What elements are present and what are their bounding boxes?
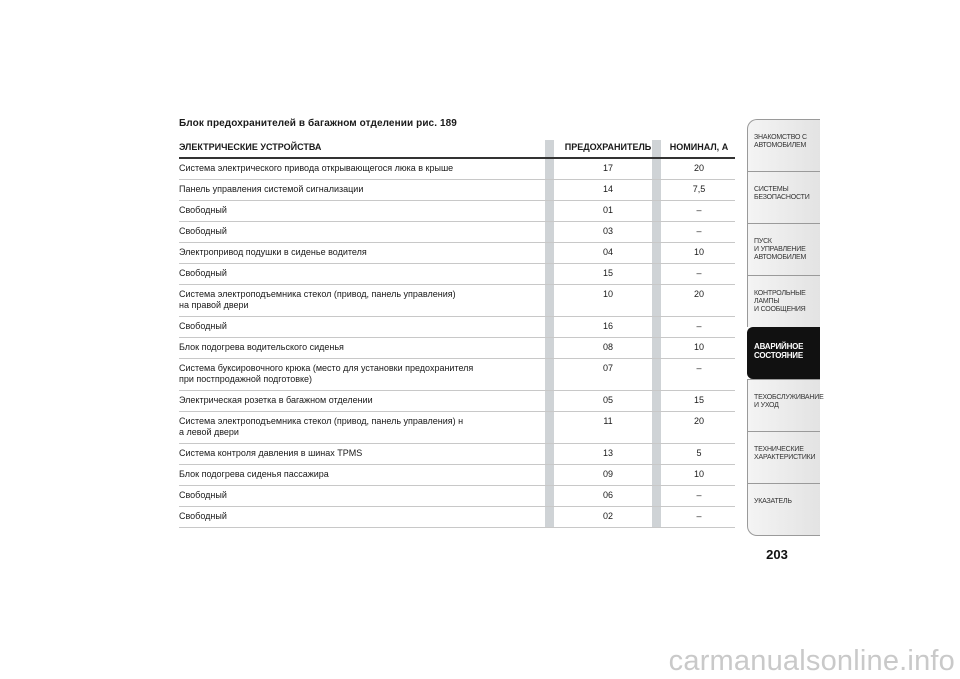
table-row — [179, 222, 735, 243]
rating-cell: 5 — [696, 448, 702, 458]
fuse-cell: 07 — [602, 363, 613, 373]
rating-cell: 10 — [693, 247, 704, 257]
fuse-cell: 10 — [602, 289, 613, 299]
fuse-cell: 13 — [602, 448, 613, 458]
page-number: 203 — [766, 547, 788, 562]
table-header — [179, 140, 735, 159]
fuse-cell: 05 — [602, 395, 613, 405]
tab-safety-systems[interactable]: СИСТЕМЫ БЕЗОПАСНОСТИ — [747, 171, 820, 223]
table-row — [179, 159, 735, 180]
header-devices: ЭЛЕКТРИЧЕСКИЕ УСТРОЙСТВА — [179, 142, 322, 152]
rating-cell: – — [696, 268, 702, 278]
rating-cell: – — [696, 205, 702, 215]
table-row — [179, 243, 735, 264]
table-row — [179, 444, 735, 465]
section-tabs — [747, 119, 824, 536]
table-row — [179, 486, 735, 507]
table-row — [179, 359, 735, 391]
rating-cell: – — [696, 490, 702, 500]
rating-cell: 20 — [693, 163, 704, 173]
table-row — [179, 285, 735, 317]
device-cell: Свободный — [179, 226, 227, 236]
fuse-cell: 03 — [602, 226, 613, 236]
rating-cell: 7,5 — [692, 184, 706, 194]
header-fuse: ПРЕДОХРАНИТЕЛЬ — [564, 142, 652, 152]
table-row — [179, 391, 735, 412]
rating-cell: 15 — [693, 395, 704, 405]
device-cell: Свободный — [179, 268, 227, 278]
rating-cell: 20 — [693, 289, 704, 299]
fuse-cell: 06 — [602, 490, 613, 500]
rating-cell: 10 — [693, 469, 704, 479]
table-row — [179, 317, 735, 338]
fuse-cell: 04 — [602, 247, 613, 257]
fuse-cell: 01 — [602, 205, 613, 215]
tab-index[interactable]: УКАЗАТЕЛЬ — [747, 483, 820, 536]
tab-warning-lights[interactable]: КОНТРОЛЬНЫЕ ЛАМПЫ И СООБЩЕНИЯ — [747, 275, 820, 327]
tab-starting-and-driving[interactable]: ПУСК И УПРАВЛЕНИЕ АВТОМОБИЛЕМ — [747, 223, 820, 275]
fuse-cell: 14 — [602, 184, 613, 194]
device-cell: Электропривод подушки в сиденье водителя — [179, 247, 367, 257]
watermark: carmanualsonline.info — [668, 645, 955, 677]
device-cell: Свободный — [179, 205, 227, 215]
device-cell: Свободный — [179, 511, 227, 521]
fuse-cell: 16 — [602, 321, 613, 331]
fuse-cell: 02 — [602, 511, 613, 521]
rating-cell: – — [696, 363, 702, 373]
device-cell: Блок подогрева сиденья пассажира — [179, 469, 329, 479]
device-cell: Свободный — [179, 321, 227, 331]
device-cell: Система электрического привода открывающегося люка в крыше — [179, 163, 454, 173]
device-cell: Система электроподъемника стекол (привод, панель управления) н а левой двери — [179, 416, 464, 437]
rating-cell: – — [696, 226, 702, 236]
tab-emergency[interactable]: АВАРИЙНОЕ СОСТОЯНИЕ — [747, 327, 820, 379]
fuse-cell: 11 — [603, 416, 613, 426]
table-caption: Блок предохранителей в багажном отделении рис. 189 — [179, 118, 457, 129]
fuse-cell: 09 — [602, 469, 613, 479]
table-row — [179, 180, 735, 201]
device-cell: Система контроля давления в шинах TPMS — [179, 448, 363, 458]
device-cell: Система буксировочного крюка (место для установки предохранителя при постпродажной подготовке) — [179, 363, 474, 384]
table-row — [179, 507, 735, 528]
header-rating: НОМИНАЛ, А — [669, 142, 729, 152]
fuse-cell: 17 — [602, 163, 613, 173]
device-cell: Панель управления системой сигнализации — [179, 184, 364, 194]
tab-technical-specs[interactable]: ТЕХНИЧЕСКИЕ ХАРАКТЕРИСТИКИ — [747, 431, 820, 483]
table-row — [179, 201, 735, 222]
fuse-cell: 15 — [602, 268, 613, 278]
fuse-cell: 08 — [602, 342, 613, 352]
table-row — [179, 465, 735, 486]
rating-cell: 20 — [693, 416, 704, 426]
table-row — [179, 412, 735, 444]
tab-getting-to-know-car[interactable]: ЗНАКОМСТВО С АВТОМОБИЛЕМ — [747, 119, 820, 171]
table-row — [179, 264, 735, 285]
device-cell: Электрическая розетка в багажном отделении — [179, 395, 373, 405]
tab-maintenance[interactable]: ТЕХОБСЛУЖИВАНИЕ И УХОД — [747, 379, 820, 431]
device-cell: Свободный — [179, 490, 227, 500]
device-cell: Система электроподъемника стекол (привод, панель управления) на правой двери — [179, 289, 456, 310]
device-cell: Блок подогрева водительского сиденья — [179, 342, 344, 352]
table-row — [179, 338, 735, 359]
rating-cell: – — [696, 321, 702, 331]
fuse-table — [179, 140, 735, 528]
rating-cell: – — [696, 511, 702, 521]
rating-cell: 10 — [693, 342, 704, 352]
